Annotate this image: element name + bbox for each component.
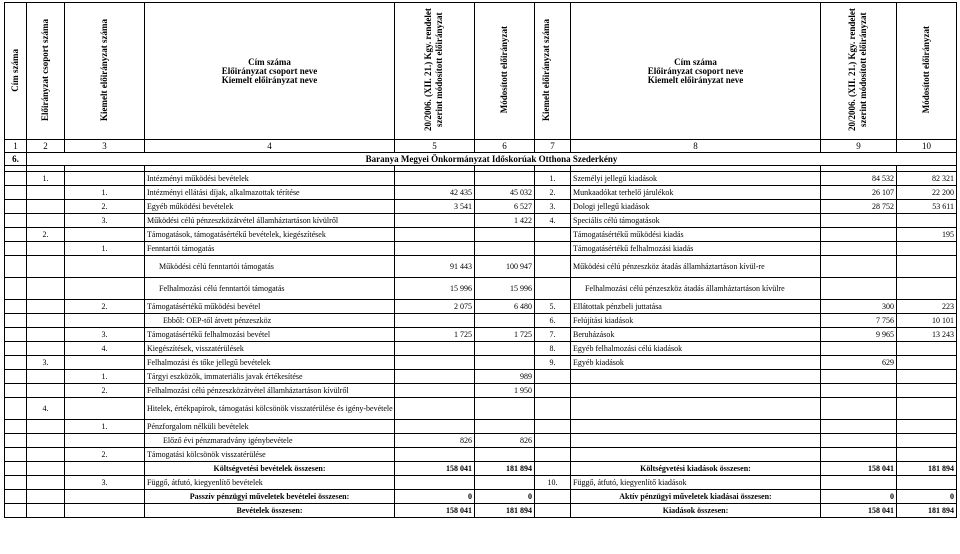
header-income-name: Cím száma Előirányzat csoport neve Kiemelt előirányzat neve xyxy=(145,3,395,140)
table-row: 4. Kiegészítések, visszatérülések 8. Egyéb felhalmozási célú kiadások xyxy=(5,342,957,356)
table-row: 1. Intézményi ellátási díjak, alkalmazottak térítése 42 435 45 032 2. Munkaadókat terhelő járulékok 26 107 22 200 xyxy=(5,186,957,200)
table-row: 3. Függő, átfutó, kiegyenlítő bevételek 10. Függő, átfutó, kiegyenlítő kiadások xyxy=(5,476,957,490)
institution-name: Baranya Megyei Önkormányzat Időskorúak Otthona Szederkény xyxy=(27,153,957,166)
institution-row xyxy=(5,153,957,166)
budget-table xyxy=(4,2,957,518)
total-row: Költségvetési bevételek összesen: 158 041 181 894 Költségvetési kiadások összesen: 158 041 181 894 xyxy=(5,462,957,476)
header-row xyxy=(5,3,957,140)
header-rendelet-eloiranyzat-2: 20/2006. (XII. 21.) Kgy. rendelet szerint módosított előirányzat xyxy=(821,3,897,140)
table-row: 2. Felhalmozási célú pénzeszközátvétel államháztartáson kívülről 1 950 xyxy=(5,384,957,398)
table-row: 1. Fenntartói támogatás Támogatásértékű felhalmozási kiadás xyxy=(5,242,957,256)
header-expense-name: Cím száma Előirányzat csoport neve Kiemelt előirányzat neve xyxy=(571,3,821,140)
table-row: Felhalmozási célú fenntartói támogatás 15 996 15 996 Felhalmozási célú pénzeszköz átadás államháztartáson kívülre xyxy=(5,278,957,300)
table-row: 1. Tárgyi eszközök, immateriális javak értékesítése 989 xyxy=(5,370,957,384)
table-row: 3. Felhalmozási és tőke jellegű bevételek 9. Egyéb kiadások 629 xyxy=(5,356,957,370)
grand-total-row: Bevételek összesen: 158 041 181 894 Kiadások összesen: 158 041 181 894 xyxy=(5,504,957,518)
table-row: 4. Hitelek, értékpapírok, támogatási kölcsönök visszatérülése és igény-bevétele xyxy=(5,398,957,420)
table-row: 1. Pénzforgalom nélküli bevételek xyxy=(5,420,957,434)
total-row: Passzív pénzügyi műveletek bevételei összesen: 0 0 Aktív pénzügyi műveletek kiadásai összesen: 0 0 xyxy=(5,490,957,504)
header-kiemelt-eloiranyzat-szama: Kiemelt előirányzat száma xyxy=(65,3,145,140)
table-row: Működési célú fenntartói támogatás 91 443 100 947 Működési célú pénzeszköz átadás államháztartáson kívül-re xyxy=(5,256,957,278)
table-row: 3. Működési célú pénzeszközátvétel államháztartáson kívülről 1 422 4. Speciális célú támogatások xyxy=(5,214,957,228)
table-row: Ebből: OEP-től átvett pénzeszköz 6. Felújítási kiadások 7 756 10 101 xyxy=(5,314,957,328)
header-cim-szama: Cím száma xyxy=(5,3,27,140)
column-number-row: 1 2 3 4 5 6 7 8 9 10 xyxy=(5,140,957,153)
table-row: 2. Támogatásértékű működési bevétel 2 075 6 480 5. Ellátottak pénzbeli juttatása 300 223 xyxy=(5,300,957,314)
header-modositott-eloiranyzat-2: Módosított előirányzat xyxy=(897,3,957,140)
table-row: 2. Egyéb működési bevételek 3 541 6 527 3. Dologi jellegű kiadások 28 752 53 611 xyxy=(5,200,957,214)
institution-number: 6. xyxy=(5,153,27,166)
header-kiemelt-eloiranyzat-szama-2: Kiemelt előirányzat száma xyxy=(535,3,571,140)
table-row: 2. Támogatások, támogatásértékű bevételek, kiegészítések Támogatásértékű működési kiadás 195 xyxy=(5,228,957,242)
table-row: 3. Támogatásértékű felhalmozási bevétel 1 725 1 725 7. Beruházások 9 965 13 243 xyxy=(5,328,957,342)
table-row: Előző évi pénzmaradvány igénybevétele 826 826 xyxy=(5,434,957,448)
header-modositott-eloiranyzat: Módosított előirányzat xyxy=(475,3,535,140)
header-eloiranyzat-csoport-szama: Előirányzat csoport száma xyxy=(27,3,65,140)
header-rendelet-eloiranyzat: 20/2006. (XII. 21.) Kgy. rendelet szerint módosított előirányzat xyxy=(395,3,475,140)
table-row: 2. Támogatási kölcsönök visszatérülése xyxy=(5,448,957,462)
table-row: 1. Intézményi működési bevételek 1. Személyi jellegű kiadások 84 532 82 321 xyxy=(5,172,957,186)
